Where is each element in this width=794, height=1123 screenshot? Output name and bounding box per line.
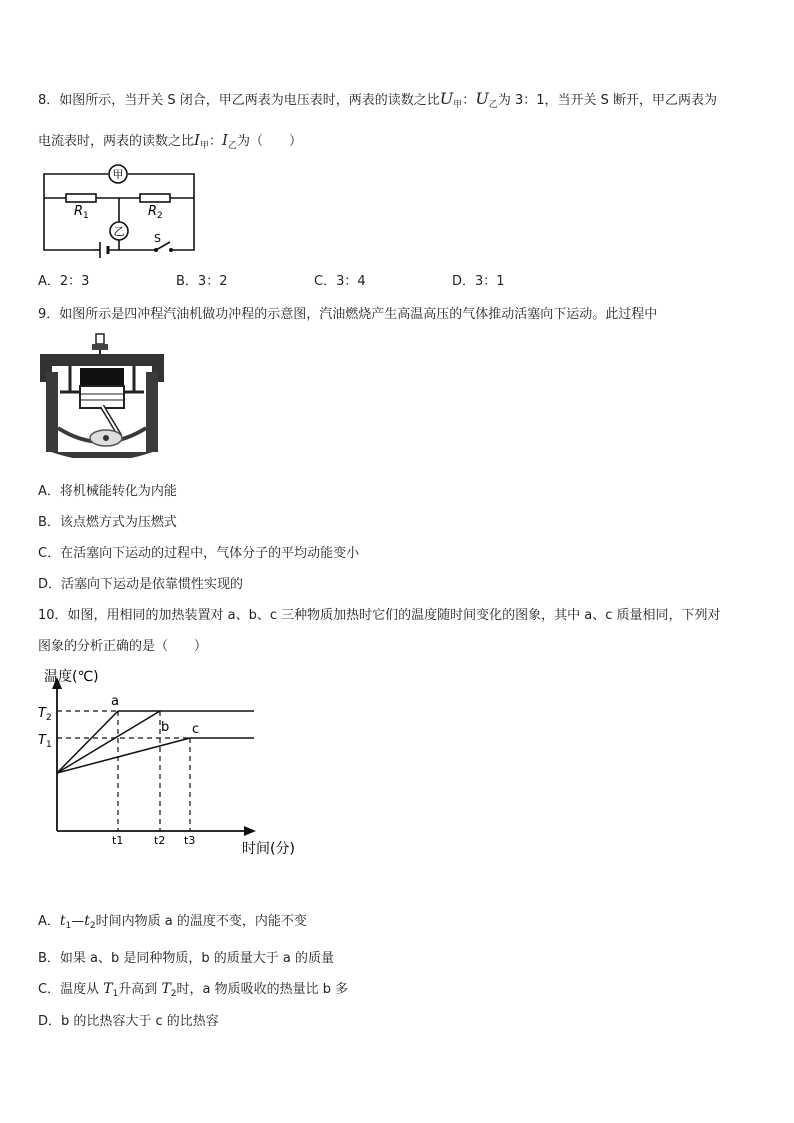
q10-c-t1: T [103, 981, 113, 997]
engine-cylinder-diagram [36, 332, 168, 458]
q9-stem: 9．如图所示是四冲程汽油机做功冲程的示意图，汽油燃烧产生高温高压的气体推动活塞向下运动。此过程中 [38, 307, 658, 322]
meter-jia-label: 甲 [112, 168, 124, 181]
q8-line1-pre: 8．如图所示，当开关 S 闭合，甲乙两表为电压表时，两表的读数之比 [38, 93, 440, 108]
q8-option-b[interactable]: B．3：2 [176, 274, 228, 289]
ratio-colon: ： [462, 93, 476, 108]
u-sub-jia: 甲 [453, 100, 463, 110]
q10-option-b[interactable]: B．如果 a、b 是同种物质，b 的质量大于 a 的质量 [38, 951, 335, 966]
i-sub-yi: 乙 [227, 141, 237, 151]
temperature-time-graph [30, 663, 320, 863]
q8-line2 [38, 130, 302, 151]
curve-c-label: c [192, 722, 200, 737]
q8-option-c[interactable]: C．3：4 [314, 274, 366, 289]
q10-c-mid: 升高到 [118, 982, 162, 997]
graph-ylabel: 温度(℃) [44, 669, 99, 685]
t1-temp-label: $T_1$ [38, 733, 52, 750]
q8-line1-post: 为 3：1，当开关 S 断开，甲乙两表为 [497, 93, 718, 108]
i-symbol: I [194, 131, 200, 149]
q10-c-post: 时，a 物质吸收的热量比 b 多 [176, 982, 349, 997]
q8-circuit-diagram [36, 158, 236, 258]
r1-label: $R_1$ [74, 204, 89, 221]
meter-yi-label: 乙 [113, 225, 125, 238]
q10-a-sub1: 1 [65, 921, 72, 931]
q10-a-sub2: 2 [89, 921, 96, 931]
tick-t3: t3 [184, 834, 196, 847]
ratio-colon-2: ： [208, 134, 222, 149]
q9-option-a[interactable]: A．将机械能转化为内能 [38, 484, 177, 499]
q10-stem-line1: 10．如图，用相同的加热装置对 a、b、c 三种物质加热时它们的温度随时间变化的图象，其中 a、c 质量相同，下列对 [38, 608, 721, 623]
u-symbol: U [439, 89, 454, 108]
q8-line2-post: 为（ ） [236, 134, 302, 149]
q10-a-t: t [59, 913, 66, 929]
q9-option-b[interactable]: B．该点燃方式为压燃式 [38, 515, 177, 530]
switch-label: S [154, 232, 161, 245]
q10-a-prefix: A． [38, 914, 60, 929]
q10-option-c[interactable] [38, 978, 348, 999]
q10-a-t2: t [84, 913, 90, 929]
q8-line2-pre: 电流表时，两表的读数之比 [38, 134, 195, 149]
tick-t2: t2 [154, 834, 166, 847]
q10-c-t2: T [161, 981, 171, 997]
curve-a-label: a [111, 694, 119, 709]
q10-c-pre: C．温度从 [38, 982, 104, 997]
u-symbol-2: U [475, 89, 489, 108]
u-sub-yi: 乙 [488, 100, 498, 110]
q10-c-sub1: 1 [112, 989, 119, 999]
q10-option-d[interactable]: D．b 的比热容大于 c 的比热容 [38, 1014, 219, 1029]
i-sub-jia: 甲 [199, 141, 209, 151]
q10-a-post: 时间内物质 a 的温度不变，内能不变 [95, 914, 307, 929]
q10-option-a[interactable] [38, 910, 307, 931]
tick-t1: t1 [112, 834, 124, 847]
q10-a-dash: — [71, 914, 85, 929]
q9-option-d[interactable]: D．活塞向下运动是依靠惯性实现的 [38, 577, 244, 592]
q8-option-a[interactable]: A．2：3 [38, 274, 90, 289]
q10-c-sub2: 2 [170, 989, 177, 999]
t2-temp-label: $T_2$ [38, 706, 52, 723]
r2-label: $R_2$ [148, 204, 163, 221]
i-symbol-2: I [221, 131, 228, 149]
graph-xlabel: 时间(分) [242, 841, 295, 857]
q8-option-d[interactable]: D．3：1 [452, 274, 505, 289]
q8-line1 [38, 89, 717, 110]
q9-option-c[interactable]: C．在活塞向下运动的过程中，气体分子的平均动能变小 [38, 546, 360, 561]
q10-stem-line2: 图象的分析正确的是（ ） [38, 639, 208, 654]
curve-b-label: b [161, 720, 170, 735]
